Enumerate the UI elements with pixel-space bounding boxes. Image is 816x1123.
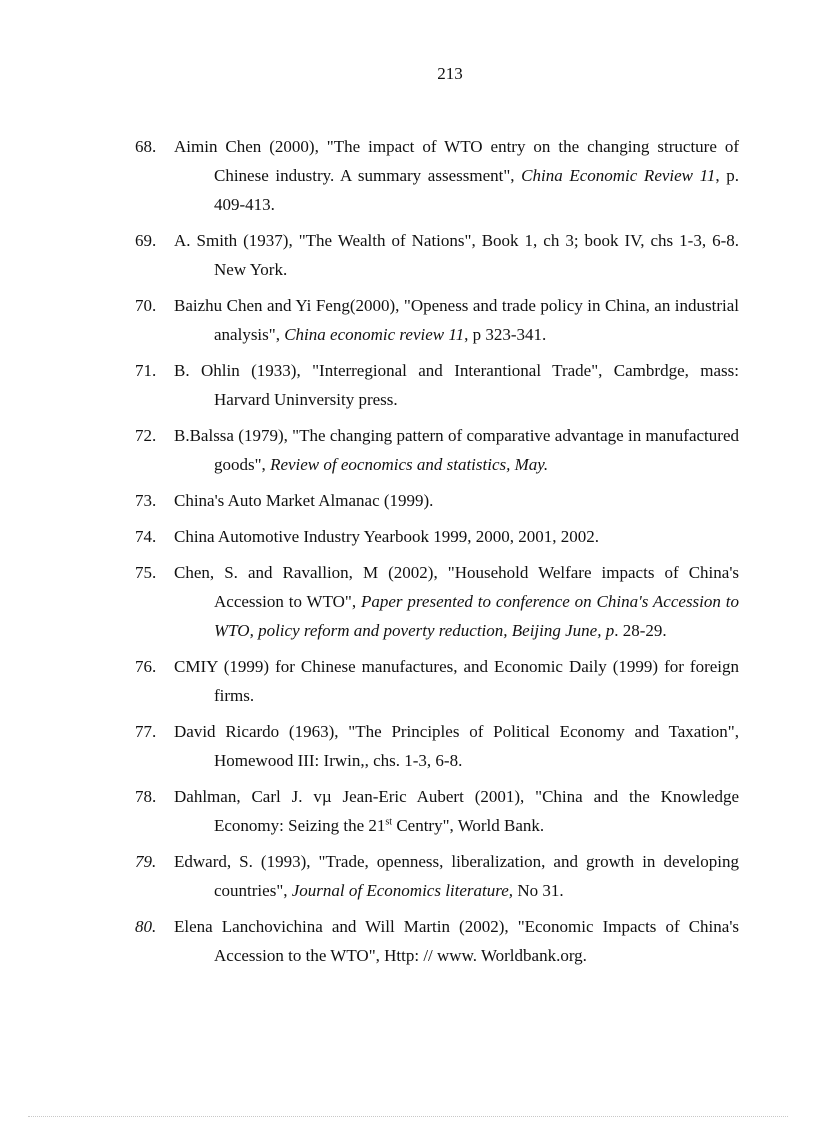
reference-italic-text: Paper presented to conference on China's Accession to WTO, policy reform and poverty reduction, Beijing June, p (214, 592, 739, 640)
reference-text: China Automotive Industry Yearbook 1999, 2000, 2001, 2002. (174, 527, 599, 546)
reference-text: No 31. (513, 881, 564, 900)
reference-text: Baizhu Chen and Yi Feng(2000), "Openess and trade policy in China, an industrial analysis", (174, 296, 739, 344)
reference-text: A. Smith (1937), "The Wealth of Nations", Book 1, ch 3; book IV, chs 1-3, 6-8. New York. (174, 231, 739, 279)
reference-entry (135, 132, 739, 219)
page-number: 213 (437, 64, 463, 83)
reference-number: 69. (135, 231, 157, 250)
reference-text: . 28-29. (614, 621, 667, 640)
reference-number: 79. (135, 852, 157, 871)
reference-entry (135, 558, 739, 645)
reference-entry (135, 912, 739, 970)
reference-text: Centry", World Bank. (392, 816, 545, 835)
reference-text: Aimin Chen (2000), "The impact of WTO entry on the changing structure of Chinese industry. A summary assessment", (174, 137, 739, 185)
reference-number: 70. (135, 296, 157, 315)
reference-list (135, 132, 739, 977)
reference-entry (135, 717, 739, 775)
reference-text: , p 323-341. (464, 325, 547, 344)
reference-entry (135, 356, 739, 414)
reference-number: 75. (135, 563, 157, 582)
reference-number: 77. (135, 722, 157, 741)
reference-number: 80. (135, 917, 157, 936)
reference-number: 72. (135, 426, 157, 445)
reference-text: B.Balssa (1979), "The changing pattern of comparative advantage in manufactured goods", (174, 426, 739, 474)
page-bottom-divider (28, 1116, 788, 1117)
reference-number: 78. (135, 787, 157, 806)
reference-entry (135, 421, 739, 479)
reference-entry (135, 291, 739, 349)
reference-number: 74. (135, 527, 157, 546)
reference-text: Dahlman, Carl J. vµ Jean-Eric Aubert (2001), "China and the Knowledge Economy: Seizing the 21 (174, 787, 739, 835)
reference-italic-text: China Economic Review 11 (521, 166, 716, 185)
reference-text: , p. 409-413. (214, 166, 740, 214)
reference-text: David Ricardo (1963), "The Principles of Political Economy and Taxation", Homewood III: Irwin,, chs. 1-3, 6-8. (174, 722, 739, 770)
reference-entry (135, 486, 739, 515)
reference-italic-text: China economic review 11 (284, 325, 465, 344)
reference-text: CMIY (1999) for Chinese manufactures, and Economic Daily (1999) for foreign firms. (174, 657, 739, 705)
reference-entry (135, 652, 739, 710)
reference-italic-text: Review of eocnomics and statistics, May. (270, 455, 549, 474)
reference-entry (135, 782, 739, 840)
reference-text: B. Ohlin (1933), "Interregional and Interantional Trade", Cambrdge, mass: Harvard Uninversity press. (174, 361, 739, 409)
reference-text: China's Auto Market Almanac (1999). (174, 491, 434, 510)
reference-number: 71. (135, 361, 157, 380)
reference-entry (135, 522, 739, 551)
reference-entry (135, 847, 739, 905)
reference-text: Elena Lanchovichina and Will Martin (2002), "Economic Impacts of China's Accession to the WTO", Http: // www. Worldbank.org. (174, 917, 739, 965)
reference-text: Chen, S. and Ravallion, M (2002), "Household Welfare impacts of China's Accession to WTO", (174, 563, 739, 611)
reference-number: 76. (135, 657, 157, 676)
superscript-text: st (385, 816, 393, 828)
reference-number: 68. (135, 137, 157, 156)
reference-entry (135, 226, 739, 284)
reference-italic-text: Journal of Economics literature, (291, 881, 514, 900)
reference-text: Edward, S. (1993), "Trade, openness, liberalization, and growth in developing countries", (174, 852, 739, 900)
reference-number: 73. (135, 491, 157, 510)
